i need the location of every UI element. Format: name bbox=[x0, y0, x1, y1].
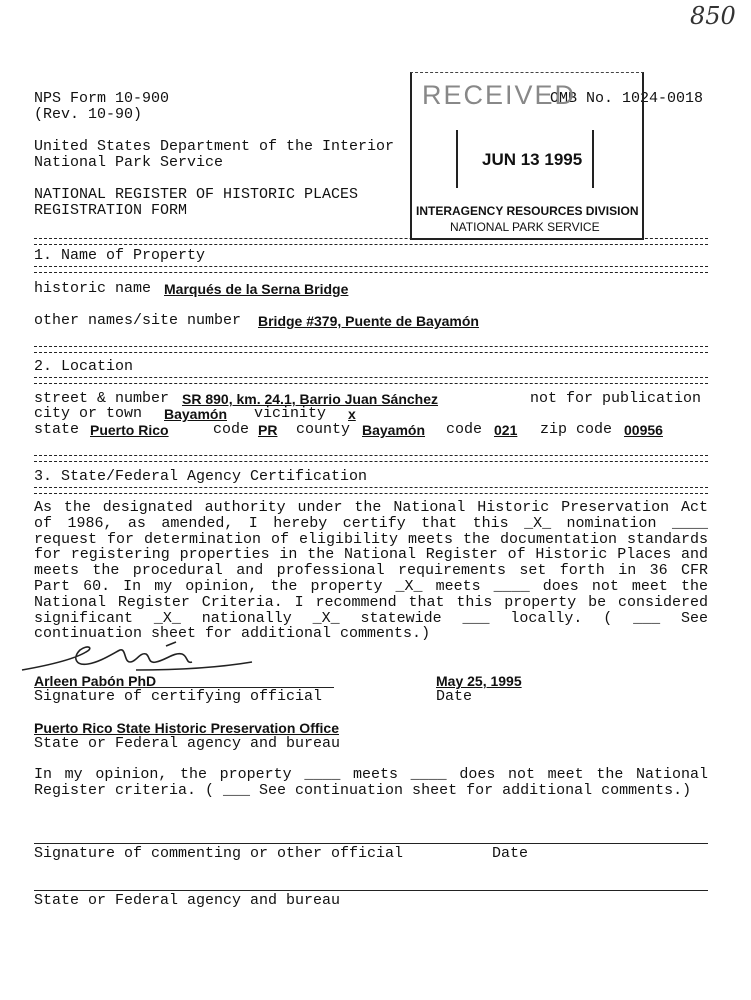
stamp-division: INTERAGENCY RESOURCES DIVISION bbox=[416, 204, 639, 218]
state-code-label: code bbox=[213, 421, 250, 438]
stamp-received-text: RECEIVED bbox=[422, 80, 577, 110]
comment-date-label: Date bbox=[492, 845, 529, 862]
county-value: Bayamón bbox=[362, 422, 426, 438]
divider bbox=[34, 346, 708, 353]
signature-label: Signature of certifying official bbox=[34, 688, 323, 705]
zip-label: zip code bbox=[540, 421, 613, 438]
divider bbox=[34, 377, 708, 384]
divider bbox=[34, 455, 708, 462]
zip-value: 00956 bbox=[624, 422, 663, 438]
city-value: Bayamón bbox=[164, 406, 228, 422]
state-label: state bbox=[34, 421, 80, 438]
stamp-nps: NATIONAL PARK SERVICE bbox=[450, 220, 600, 234]
comment-signature-line bbox=[34, 843, 708, 844]
county-code-label: code bbox=[446, 421, 483, 438]
date-label: Date bbox=[436, 688, 473, 705]
section3-heading: 3. State/Federal Agency Certification bbox=[34, 468, 368, 485]
section2-heading: 2. Location bbox=[34, 358, 134, 375]
form-number: NPS Form 10-900 bbox=[34, 90, 170, 107]
section1-heading: 1. Name of Property bbox=[34, 247, 206, 264]
comment-agency-label: State or Federal agency and bureau bbox=[34, 892, 341, 909]
register-name: NATIONAL REGISTER OF HISTORIC PLACES bbox=[34, 186, 359, 203]
other-names-label: other names/site number bbox=[34, 312, 242, 329]
service-name: National Park Service bbox=[34, 154, 224, 171]
omb-number: OMB No. 1024-0018 bbox=[550, 90, 704, 107]
street-value: SR 890, km. 24.1, Barrio Juan Sánchez bbox=[182, 391, 439, 407]
historic-name-value: Marqués de la Serna Bridge bbox=[164, 281, 349, 297]
historic-name-label: historic name bbox=[34, 280, 152, 297]
comment-agency-line bbox=[34, 890, 708, 891]
form-title: REGISTRATION FORM bbox=[34, 202, 188, 219]
state-value: Puerto Rico bbox=[90, 422, 169, 438]
county-code-value: 021 bbox=[494, 422, 518, 438]
signer-name: Arleen Pabón PhD bbox=[34, 673, 157, 689]
not-for-publication-label: not for publication bbox=[530, 390, 702, 407]
agency-label: State or Federal agency and bureau bbox=[34, 735, 341, 752]
divider bbox=[34, 238, 708, 245]
corner-handwritten-mark: 850 bbox=[690, 2, 736, 30]
other-names-value: Bridge #379, Puente de Bayamón bbox=[258, 313, 479, 329]
received-stamp bbox=[408, 70, 642, 244]
county-label: county bbox=[296, 421, 351, 438]
department-name: United States Department of the Interior bbox=[34, 138, 395, 155]
certification-date: May 25, 1995 bbox=[436, 673, 522, 689]
vicinity-value: x bbox=[348, 406, 356, 422]
form-revision: (Rev. 10-90) bbox=[34, 106, 143, 123]
divider bbox=[34, 266, 708, 273]
vicinity-label: vicinity bbox=[254, 405, 327, 422]
opinion-paragraph: In my opinion, the property ____ meets ____ does not meet the National Register criteria. ( ___ See continuation sheet for additional comments.) bbox=[34, 766, 708, 799]
agency-value: Puerto Rico State Historic Preservation Office bbox=[34, 720, 339, 736]
comment-signature-label: Signature of commenting or other official bbox=[34, 845, 404, 862]
city-label: city or town bbox=[34, 405, 143, 422]
stamp-date: JUN 13 1995 bbox=[482, 150, 583, 169]
state-code-value: PR bbox=[258, 422, 278, 438]
street-label: street & number bbox=[34, 390, 170, 407]
certification-paragraph: As the designated authority under the National Historic Preservation Act of 1986, as amended, I hereby certify that this _X_ nomination ____ request for determination of eligibility meets the documentation standards for registering properties in the National Register of Historic Places and meets the procedural and professional requirements set forth in 36 CFR Part 60. In my opinion, the property _X_ meets ____ does not meet the National Register Criteria. I recommend that this property be considered significant _X_ nationally _X_ statewide ___ locally. ( ___ See continuation sheet for additional comments.) bbox=[34, 499, 708, 643]
divider bbox=[34, 487, 708, 494]
